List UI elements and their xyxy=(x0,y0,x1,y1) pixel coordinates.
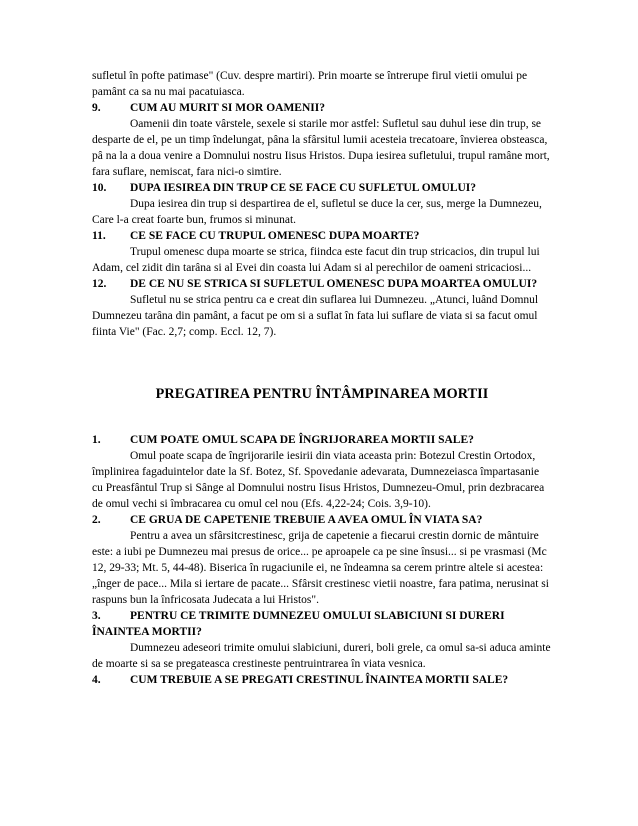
question-text: CE GRUA DE CAPETENIE TREBUIE A AVEA OMUL ÎN VIATA SA? xyxy=(130,514,483,526)
answer-paragraph: Dupa iesirea din trup si despartirea de el, sufletul se duce la cer, sus, merge la Dumnezeu, Care l-a creat foarte bun, frumos si minunat. xyxy=(92,198,542,226)
document-page xyxy=(92,68,552,688)
answer-paragraph: sufletul în pofte patimase" (Cuv. despre martiri). Prin moarte se întrerupe firul vietii omului pe pamânt ca sa nu mai pacatuiasca. xyxy=(92,70,528,98)
question-number: 9. xyxy=(92,102,101,114)
section-title: PREGATIREA PENTRU ÎNTÂMPINAREA MORTII xyxy=(155,386,489,402)
answer-paragraph: Sufletul nu se strica pentru ca e creat din suflarea lui Dumnezeu. „Atunci, luând Domnul Dumnezeu tarâna din pamânt, a facut pe om si a suflat în fata lui suflare de viata si sa facut omul fiinta Vie" (Fac. 2,7; comp. Eccl. 12, 7). xyxy=(92,294,539,338)
question-heading xyxy=(92,512,552,528)
question-text: DE CE NU SE STRICA SI SUFLETUL OMENESC DUPA MOARTEA OMULUI? xyxy=(130,278,538,290)
question-heading xyxy=(92,276,552,292)
answer-paragraph: Dumnezeu adeseori trimite omului slabiciuni, dureri, boli grele, ca omul sa-si aduca aminte de moarte si sa se pregateasca crestineste pentruintrarea în viata vesnica. xyxy=(92,642,551,670)
question-heading xyxy=(92,672,552,688)
question-text: CUM TREBUIE A SE PREGATI CRESTINUL ÎNAINTEA MORTII SALE? xyxy=(130,674,509,686)
question-heading xyxy=(92,608,552,640)
question-heading xyxy=(92,228,552,244)
question-number: 3. xyxy=(92,610,101,622)
answer-paragraph: Oamenii din toate vârstele, sexele si starile mor astfel: Sufletul sau duhul iese din trup, se desparte de el, pe un timp îndelungat, pâna la sfârsitul lumii acesteia trecatoare, învierea obsteasca, pâ na la a doua venire a Domnului nostru Iisus Hristos. Dupa iesirea sufletului, trupul ramâne mort, fara suflare, nemiscat, fara nici-o simtire. xyxy=(92,118,550,178)
question-number: 1. xyxy=(92,434,101,446)
answer-paragraph: Omul poate scapa de îngrijorarile iesirii din viata aceasta prin: Botezul Crestin Ortodox, împlinirea fagaduintelor date la Sf. Botez, Sf. Spovedanie adevarata, Dumnezeiasca împartasanie cu Preasfântul Trup si Sânge al Domnului nostru Iisus Hristos, Dumnezeu-Omul, prin dezbracarea de omul vechi si îmbracarea cu omul cel nou (Efs. 4,22-24; Cois. 3,9-10). xyxy=(92,450,545,510)
question-number: 12. xyxy=(92,278,107,290)
question-text: CUM POATE OMUL SCAPA DE ÎNGRIJORAREA MORTII SALE? xyxy=(130,434,474,446)
section-qa-death xyxy=(92,68,552,340)
question-heading xyxy=(92,100,552,116)
question-number: 10. xyxy=(92,182,107,194)
question-text: CUM AU MURIT SI MOR OAMENII? xyxy=(130,102,325,114)
question-number: 2. xyxy=(92,514,101,526)
question-heading xyxy=(92,432,552,448)
question-heading xyxy=(92,180,552,196)
section-qa-preparation xyxy=(92,432,552,688)
answer-paragraph: Pentru a avea un sfârsitcrestinesc, grija de capetenie a fiecarui crestin dornic de mântuire este: a iubi pe Dumnezeu mai presus de orice... pe aproapele ca pe sine însusi... si pe vrasmasi (Mc 12, 29-33; Mt. 5, 44-48). Biserica în rugaciunile ei, ne îndeamna sa cerem printre altele si acestea: „înger de pace... Mila si iertare de pacate... Sfârsit crestinesc vietii noastre, fara patima, nerusinat si raspuns bun la înfricosata Judecata a lui Hristos". xyxy=(92,530,549,606)
question-number: 4. xyxy=(92,674,101,686)
question-text: PENTRU CE TRIMITE DUMNEZEU OMULUI SLABICIUNI SI DURERI ÎNAINTEA MORTII? xyxy=(92,610,505,638)
answer-paragraph: Trupul omenesc dupa moarte se strica, fiindca este facut din trup stricacios, din trupul lui Adam, cel zidit din tarâna si al Evei din coasta lui Adam si al perechilor de oameni stricaciosi... xyxy=(92,246,540,274)
question-text: CE SE FACE CU TRUPUL OMENESC DUPA MOARTE? xyxy=(130,230,420,242)
question-number: 11. xyxy=(92,230,106,242)
question-text: DUPA IESIREA DIN TRUP CE SE FACE CU SUFLETUL OMULUI? xyxy=(130,182,477,194)
